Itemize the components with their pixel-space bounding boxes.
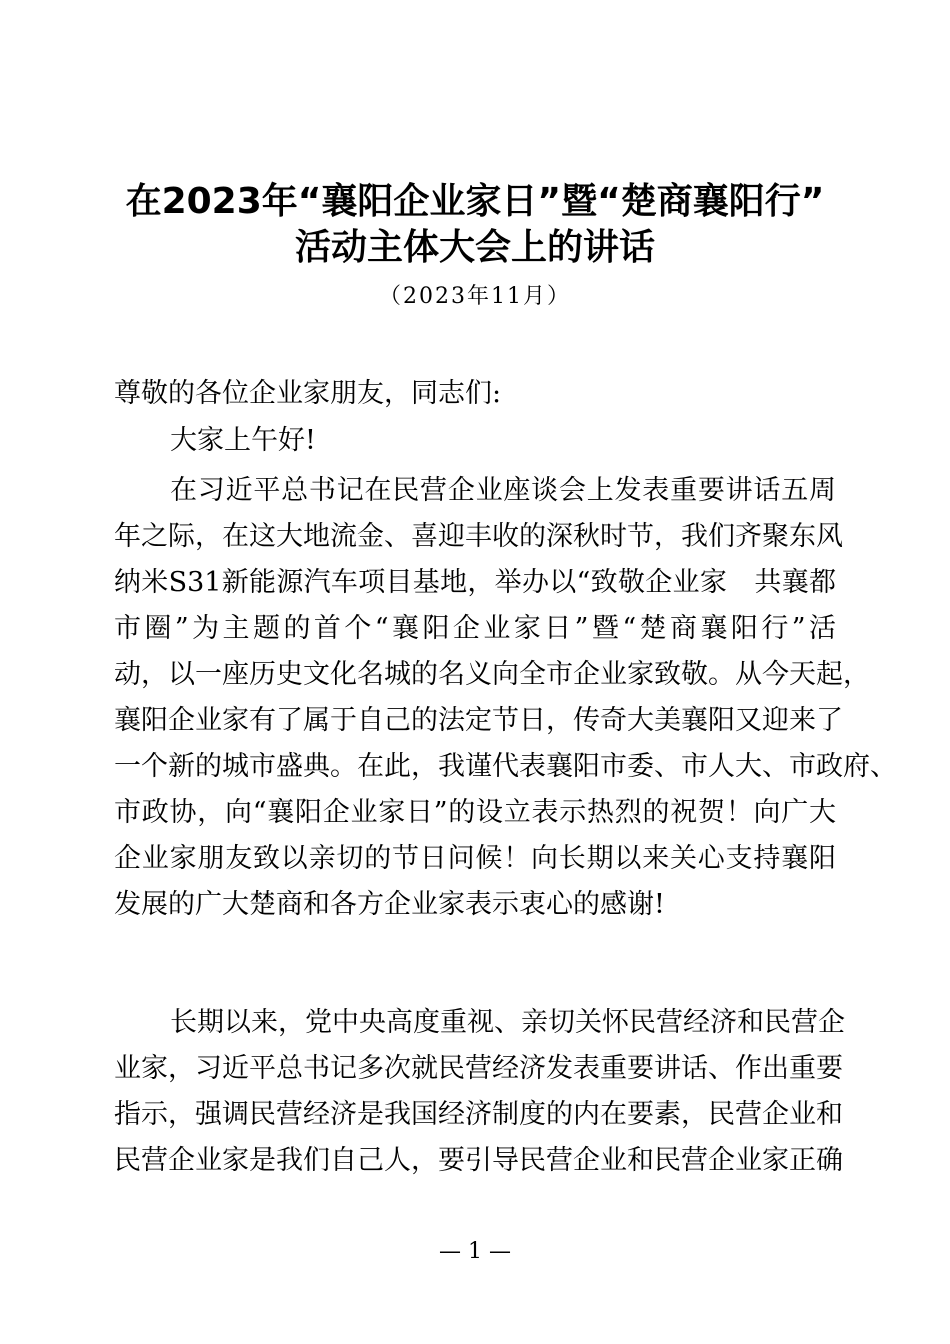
page-number: — 1 —	[439, 1239, 511, 1264]
paragraph-1-line: 襄阳企业家有了属于自己的法定节日，传奇大美襄阳又迎来了	[114, 705, 843, 736]
title-line-2: 活动主体大会上的讲话	[294, 227, 655, 268]
paragraph-2-line: 业家，习近平总书记多次就民营经济发表重要讲话、作出重要	[114, 1053, 843, 1084]
paragraph-1-line: 一个新的城市盛典。在此，我谨代表襄阳市委、市人大、市政府、	[114, 751, 897, 782]
paragraph-1-line: 企业家朋友致以亲切的节日问候！向长期以来关心支持襄阳	[114, 843, 836, 874]
paragraph-1-line: 市圈”为主题的首个“襄阳企业家日”暨“楚商襄阳行”活	[114, 613, 836, 644]
speech-date: （2023年11月）	[379, 284, 571, 309]
greeting: 大家上午好!	[170, 425, 316, 456]
salutation: 尊敬的各位企业家朋友，同志们:	[114, 378, 502, 409]
paragraph-1-line: 市政协，向“襄阳企业家日”的设立表示热烈的祝贺！向广大	[114, 797, 836, 828]
paragraph-1-line: 在习近平总书记在民营企业座谈会上发表重要讲话五周	[170, 475, 836, 506]
paragraph-2-line: 指示，强调民营经济是我国经济制度的内在要素，民营企业和	[114, 1099, 843, 1130]
paragraph-1-line: 动，以一座历史文化名城的名义向全市企业家致敬。从今天起，	[114, 659, 870, 690]
paragraph-1-line: 年之际，在这大地流金、喜迎丰收的深秋时节，我们齐聚东风	[114, 521, 843, 552]
paragraph-2-line: 长期以来，党中央高度重视、亲切关怀民营经济和民营企	[170, 1007, 845, 1038]
paragraph-2-line: 民营企业家是我们自己人，要引导民营企业和民营企业家正确	[114, 1145, 843, 1176]
paragraph-1-line: 发展的广大楚商和各方企业家表示衷心的感谢!	[114, 889, 665, 920]
paragraph-1-line: 纳米S31新能源汽车项目基地，举办以“致敬企业家 共襄都	[114, 567, 836, 598]
title-line-1: 在2023年“襄阳企业家日”暨“楚商襄阳行”	[125, 181, 825, 222]
